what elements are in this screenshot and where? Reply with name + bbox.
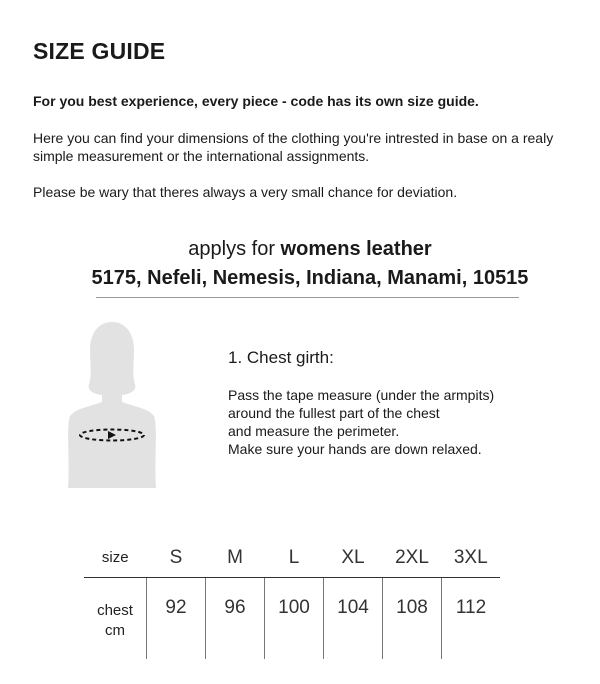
size-table (84, 538, 500, 659)
size-header-label: size (84, 538, 147, 578)
size-col-xl: XL (324, 538, 383, 578)
page-title: SIZE GUIDE (33, 38, 166, 64)
measurement-title: 1. Chest girth: (228, 348, 334, 367)
applies-category: womens leather (280, 238, 432, 260)
section-divider (96, 297, 519, 298)
chest-label: chest (97, 601, 133, 619)
chest-value-l: 100 (265, 578, 324, 660)
size-header-row (84, 538, 500, 578)
chest-unit: cm (105, 621, 125, 639)
chest-value-3xl: 112 (442, 578, 501, 660)
size-col-3xl: 3XL (442, 538, 501, 578)
chest-value-2xl: 108 (383, 578, 442, 660)
intro-paragraph-1: Here you can find your dimensions of the clothing you're intrested in base on a realy simple measurement or the international assignments. (33, 130, 554, 164)
instruction-line: and measure the perimeter. (228, 423, 400, 439)
size-col-l: L (265, 538, 324, 578)
applies-prefix: applys for (188, 238, 281, 260)
chest-row-label (84, 578, 147, 660)
female-torso-silhouette-icon (62, 318, 162, 490)
size-col-s: S (147, 538, 206, 578)
instruction-line: Pass the tape measure (under the armpits) (228, 387, 495, 403)
chest-value-xl: 104 (324, 578, 383, 660)
measurement-instructions (228, 386, 558, 458)
applies-heading (0, 238, 600, 261)
chest-value-m: 96 (206, 578, 265, 660)
instruction-line: Make sure your hands are down relaxed. (228, 441, 482, 457)
size-col-2xl: 2XL (383, 538, 442, 578)
intro-paragraph-2: Please be wary that theres always a very small chance for deviation. (33, 184, 458, 200)
size-col-m: M (206, 538, 265, 578)
chest-value-s: 92 (147, 578, 206, 660)
applies-models: 5175, Nefeli, Nemesis, Indiana, Manami, 10515 (91, 267, 529, 289)
chest-row (84, 578, 500, 660)
intro-bold-text: For you best experience, every piece - code has its own size guide. (33, 93, 479, 109)
instruction-line: around the fullest part of the chest (228, 405, 440, 421)
